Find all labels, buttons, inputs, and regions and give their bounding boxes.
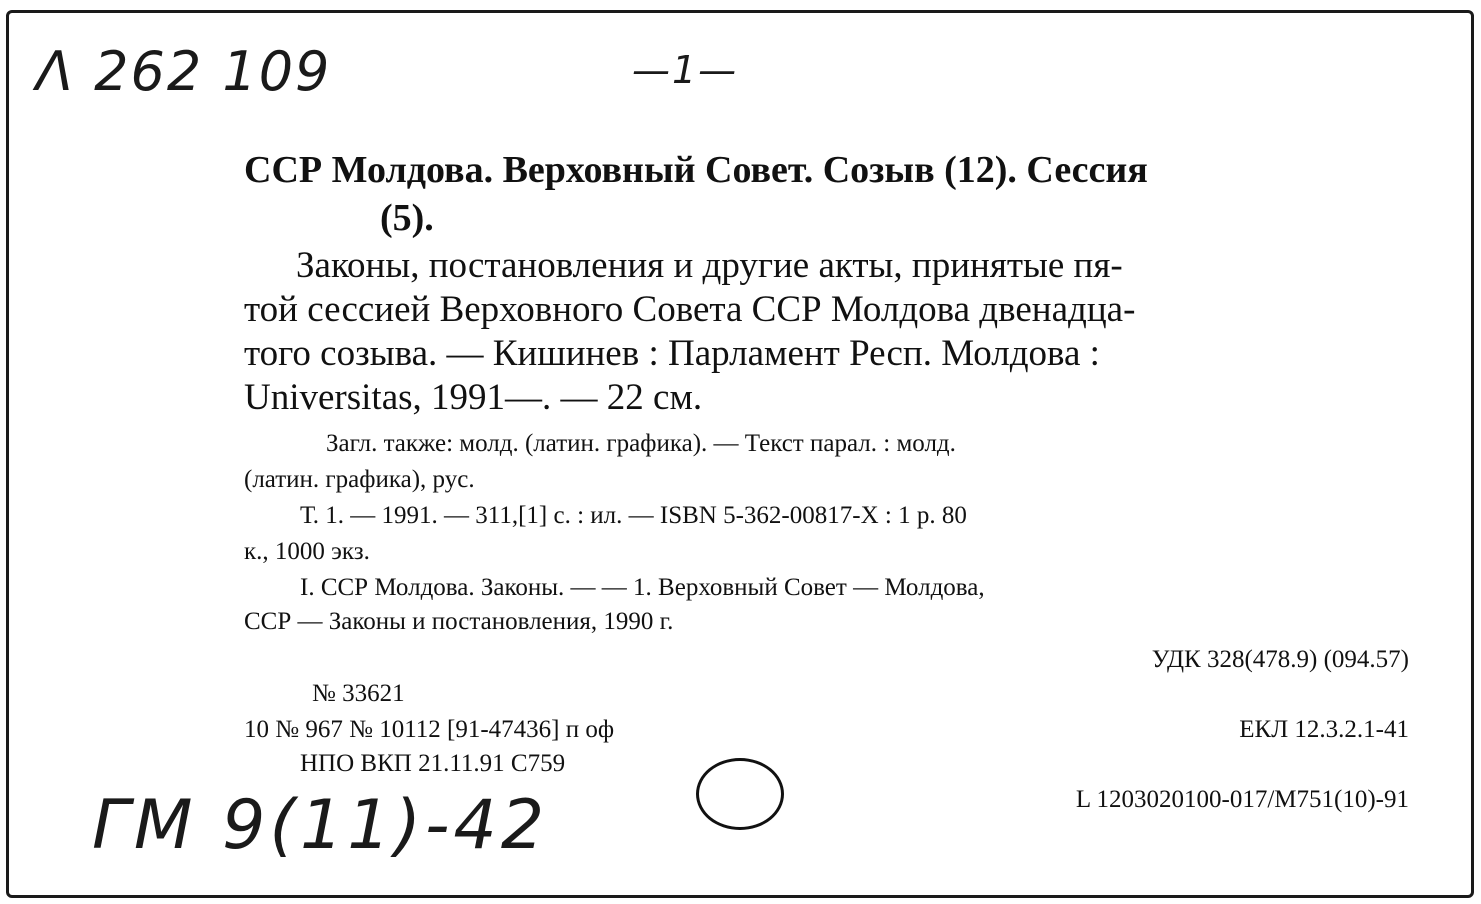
handwritten-shelf-mark: Λ 262 109	[36, 40, 332, 103]
order-line: 10 № 967 № 10112 [91-47436] п оф	[244, 716, 615, 743]
card-number: № 33621	[312, 680, 405, 707]
note-line-3: Т. 1. — 1991. — 311,[1] с. : ил. — ISBN 5-362-00817-X : 1 р. 80	[300, 502, 967, 529]
punch-hole	[696, 758, 784, 830]
note-line-5: I. ССР Молдова. Законы. — — 1. Верховный Совет — Молдова,	[300, 574, 985, 601]
handwritten-inventory-mark: ГМ 9(11)-42	[92, 786, 549, 865]
description-line-1: Законы, постановления и другие акты, принятые пя-	[296, 245, 1123, 286]
heading-line-1: ССР Молдова. Верховный Совет. Созыв (12). Сессия	[244, 149, 1148, 191]
description-line-3: того созыва. — Кишинев : Парламент Респ. Молдова :	[244, 333, 1100, 374]
description-line-4: Universitas, 1991—. — 22 см.	[244, 377, 703, 418]
note-line-2: (латин. графика), рус.	[244, 466, 475, 493]
note-line-1: Загл. также: молд. (латин. графика). — Текст парал. : молд.	[326, 430, 956, 457]
l-code: L 1203020100-017/М751(10)-91	[1075, 786, 1409, 813]
note-line-4: к., 1000 экз.	[244, 538, 370, 565]
description-line-2: той сессией Верховного Совета ССР Молдова двенадца-	[244, 289, 1136, 330]
npo-line: НПО ВКП 21.11.91 С759	[300, 750, 566, 777]
note-line-6: ССР — Законы и постановления, 1990 г.	[244, 608, 674, 635]
ekl-code: ЕКЛ 12.3.2.1-41	[1239, 716, 1409, 743]
handwritten-volume-number: —1—	[632, 48, 739, 92]
heading-line-2: (5).	[380, 197, 434, 239]
udk-code: УДК 328(478.9) (094.57)	[1151, 646, 1409, 673]
